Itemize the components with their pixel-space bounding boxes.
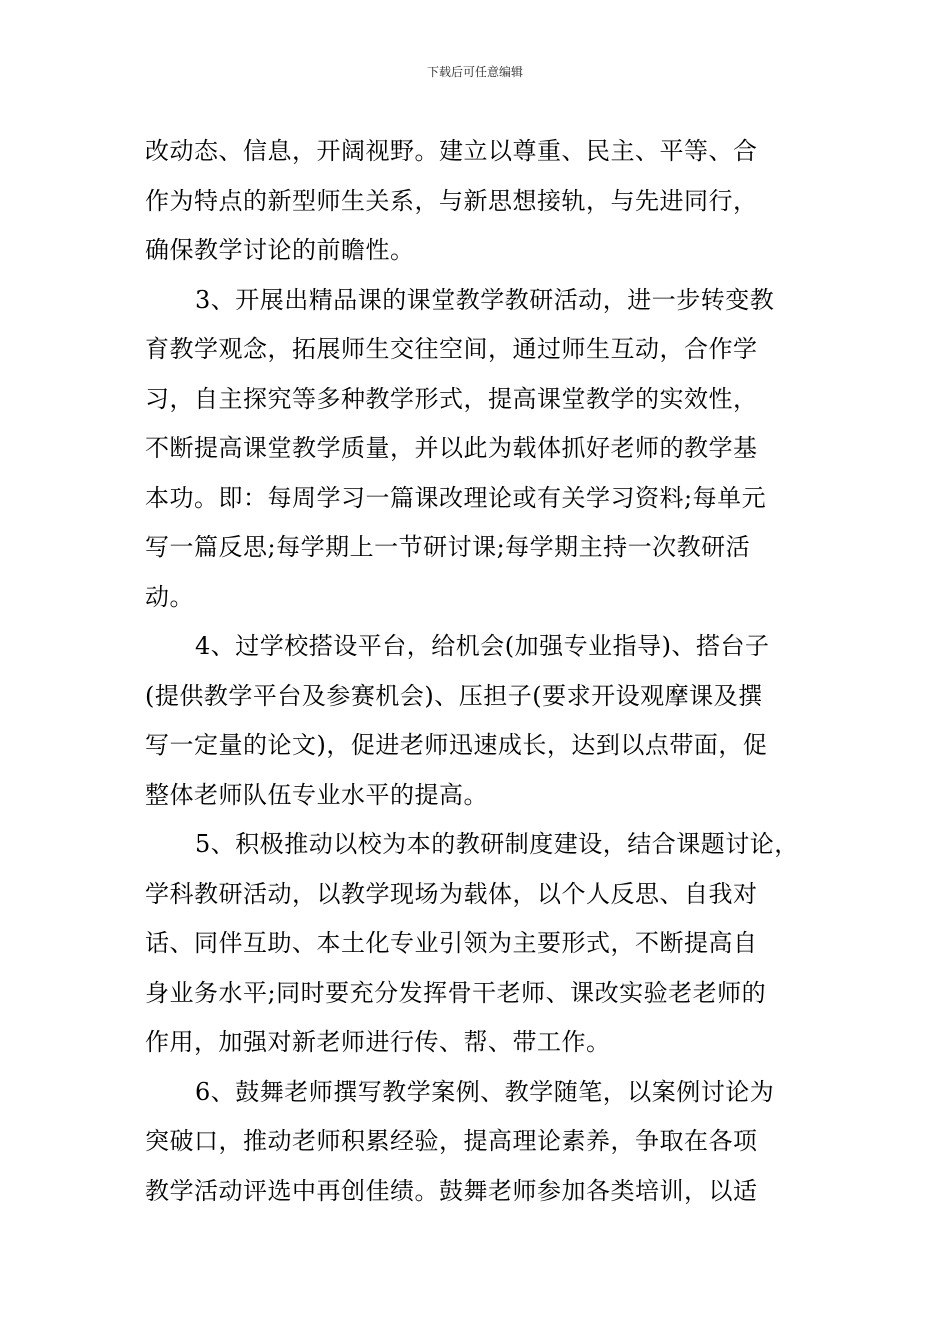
paragraph-item-4 (145, 622, 810, 820)
text-line: 整体老师队伍专业水平的提高。 (145, 780, 488, 809)
text-line: 4、过学校搭设平台，给机会(加强专业指导)、搭台子 (195, 632, 770, 660)
text-line: (提供教学平台及参赛机会)、压担子(要求开设观摩课及撰 (145, 681, 763, 710)
text-line: 育教学观念，拓展师生交往空间，通过师生互动，合作学 (145, 335, 758, 363)
text-line: 作用，加强对新老师进行传、帮、带工作。 (145, 1028, 611, 1056)
paragraph-item-6 (145, 1068, 810, 1217)
text-line: 5、积极推动以校为本的教研制度建设，结合课题讨论， (195, 830, 799, 858)
paragraph-continuation (145, 127, 810, 276)
text-line: 突破口，推动老师积累经验，提高理论素养，争取在各项 (145, 1127, 758, 1155)
text-line: 学科教研活动，以教学现场为载体，以个人反思、自我对 (145, 879, 758, 908)
text-line: 不断提高课堂教学质量，并以此为载体抓好老师的教学基 (145, 434, 758, 462)
document-body (145, 127, 810, 1216)
text-line: 改动态、信息，开阔视野。建立以尊重、民主、平等、合 (145, 137, 758, 165)
text-line: 作为特点的新型师生关系，与新思想接轨，与先进同行， (145, 186, 758, 215)
text-line: 动。 (145, 582, 194, 611)
text-line: 3、开展出精品课的课堂教学教研活动，进一步转变教 (195, 285, 775, 314)
text-line: 写一篇反思;每学期上一节研讨课;每学期主持一次教研活 (145, 533, 751, 561)
text-line: 本功。即：每周学习一篇课改理论或有关学习资料;每单元 (145, 483, 767, 512)
paragraph-item-5 (145, 820, 810, 1068)
text-line: 身业务水平;同时要充分发挥骨干老师、课改实验老老师的 (145, 978, 767, 1007)
text-line: 话、同伴互助、本土化专业引领为主要形式，不断提高自 (145, 929, 758, 957)
text-line: 6、鼓舞老师撰写教学案例、教学随笔，以案例讨论为 (195, 1077, 775, 1106)
text-line: 习，自主探究等多种教学形式，提高课堂教学的实效性， (145, 384, 758, 413)
text-line: 教学活动评选中再创佳绩。鼓舞老师参加各类培训，以适 (145, 1176, 758, 1205)
paragraph-item-3 (145, 276, 810, 623)
text-line: 确保教学讨论的前瞻性。 (145, 236, 415, 264)
text-line: 写一定量的论文)，促进老师迅速成长，达到以点带面，促 (145, 731, 768, 759)
page-header-note: 下载后可任意编辑 (426, 65, 523, 79)
